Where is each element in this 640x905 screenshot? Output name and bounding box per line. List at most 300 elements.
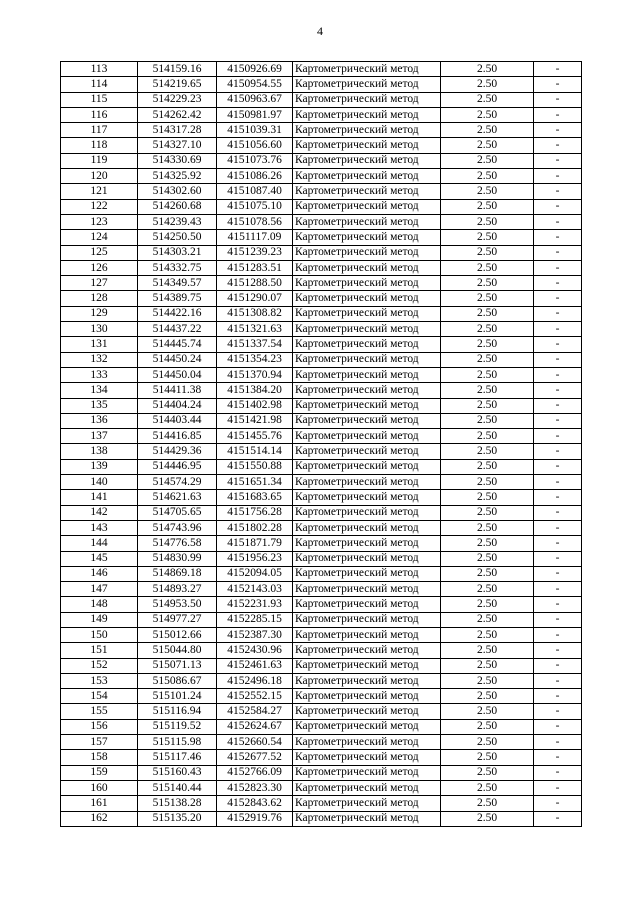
point-number-cell: 140 — [61, 475, 138, 490]
coordinate-y-cell: 4151308.82 — [217, 306, 293, 321]
table-row — [61, 811, 582, 826]
accuracy-cell: 2.50 — [441, 520, 534, 535]
method-cell: Картометрический метод — [293, 566, 441, 581]
description-cell: - — [534, 735, 582, 750]
coordinate-x-cell: 514404.24 — [138, 398, 217, 413]
coordinate-x-cell: 514429.36 — [138, 444, 217, 459]
description-cell: - — [534, 92, 582, 107]
accuracy-cell: 2.50 — [441, 780, 534, 795]
point-number-cell: 136 — [61, 413, 138, 428]
method-cell: Картометрический метод — [293, 92, 441, 107]
description-cell: - — [534, 704, 582, 719]
accuracy-cell: 2.50 — [441, 735, 534, 750]
description-cell: - — [534, 398, 582, 413]
coordinate-y-cell: 4152677.52 — [217, 750, 293, 765]
coordinate-x-cell: 514260.68 — [138, 199, 217, 214]
point-number-cell: 146 — [61, 566, 138, 581]
accuracy-cell: 2.50 — [441, 490, 534, 505]
description-cell: - — [534, 673, 582, 688]
point-number-cell: 119 — [61, 153, 138, 168]
accuracy-cell: 2.50 — [441, 153, 534, 168]
point-number-cell: 137 — [61, 429, 138, 444]
accuracy-cell: 2.50 — [441, 536, 534, 551]
coordinate-x-cell: 514349.57 — [138, 276, 217, 291]
accuracy-cell: 2.50 — [441, 123, 534, 138]
method-cell: Картометрический метод — [293, 582, 441, 597]
table-row — [61, 536, 582, 551]
coordinate-y-cell: 4151239.23 — [217, 245, 293, 260]
coordinate-y-cell: 4151078.56 — [217, 214, 293, 229]
coordinate-y-cell: 4150963.67 — [217, 92, 293, 107]
method-cell: Картометрический метод — [293, 505, 441, 520]
accuracy-cell: 2.50 — [441, 322, 534, 337]
coordinate-x-cell: 514330.69 — [138, 153, 217, 168]
point-number-cell: 128 — [61, 291, 138, 306]
method-cell: Картометрический метод — [293, 245, 441, 260]
coordinate-x-cell: 514262.42 — [138, 107, 217, 122]
coordinate-y-cell: 4151756.28 — [217, 505, 293, 520]
method-cell: Картометрический метод — [293, 306, 441, 321]
table-row — [61, 780, 582, 795]
coordinate-x-cell: 515140.44 — [138, 780, 217, 795]
coordinate-y-cell: 4151288.50 — [217, 276, 293, 291]
description-cell: - — [534, 627, 582, 642]
point-number-cell: 130 — [61, 322, 138, 337]
description-cell: - — [534, 169, 582, 184]
method-cell: Картометрический метод — [293, 199, 441, 214]
table-row — [61, 413, 582, 428]
point-number-cell: 132 — [61, 352, 138, 367]
description-cell: - — [534, 459, 582, 474]
table-row — [61, 214, 582, 229]
accuracy-cell: 2.50 — [441, 444, 534, 459]
coordinate-x-cell: 514325.92 — [138, 169, 217, 184]
method-cell: Картометрический метод — [293, 627, 441, 642]
table-row — [61, 520, 582, 535]
coordinate-x-cell: 514437.22 — [138, 322, 217, 337]
coordinate-x-cell: 514219.65 — [138, 77, 217, 92]
coordinate-y-cell: 4152461.63 — [217, 658, 293, 673]
method-cell: Картометрический метод — [293, 490, 441, 505]
coordinate-x-cell: 515138.28 — [138, 796, 217, 811]
point-number-cell: 125 — [61, 245, 138, 260]
coordinate-x-cell: 514250.50 — [138, 230, 217, 245]
table-row — [61, 490, 582, 505]
table-row — [61, 582, 582, 597]
coordinate-y-cell: 4151117.09 — [217, 230, 293, 245]
description-cell: - — [534, 520, 582, 535]
coordinate-x-cell: 514403.44 — [138, 413, 217, 428]
coordinate-y-cell: 4152231.93 — [217, 597, 293, 612]
method-cell: Картометрический метод — [293, 719, 441, 734]
point-number-cell: 152 — [61, 658, 138, 673]
accuracy-cell: 2.50 — [441, 107, 534, 122]
table-row — [61, 169, 582, 184]
accuracy-cell: 2.50 — [441, 199, 534, 214]
accuracy-cell: 2.50 — [441, 551, 534, 566]
accuracy-cell: 2.50 — [441, 597, 534, 612]
method-cell: Картометрический метод — [293, 62, 441, 77]
method-cell: Картометрический метод — [293, 750, 441, 765]
method-cell: Картометрический метод — [293, 413, 441, 428]
coordinate-x-cell: 514869.18 — [138, 566, 217, 581]
table-row — [61, 750, 582, 765]
coordinate-x-cell: 514977.27 — [138, 612, 217, 627]
description-cell: - — [534, 765, 582, 780]
point-number-cell: 115 — [61, 92, 138, 107]
table-row — [61, 306, 582, 321]
method-cell: Картометрический метод — [293, 138, 441, 153]
coordinate-y-cell: 4151039.31 — [217, 123, 293, 138]
point-number-cell: 157 — [61, 735, 138, 750]
coordinate-y-cell: 4152843.62 — [217, 796, 293, 811]
method-cell: Картометрический метод — [293, 689, 441, 704]
point-number-cell: 117 — [61, 123, 138, 138]
coordinate-x-cell: 514327.10 — [138, 138, 217, 153]
point-number-cell: 149 — [61, 612, 138, 627]
coordinate-x-cell: 514830.99 — [138, 551, 217, 566]
coordinate-y-cell: 4151514.14 — [217, 444, 293, 459]
accuracy-cell: 2.50 — [441, 398, 534, 413]
table-row — [61, 260, 582, 275]
coordinate-x-cell: 514574.29 — [138, 475, 217, 490]
table-row — [61, 398, 582, 413]
coordinate-x-cell: 514332.75 — [138, 260, 217, 275]
coordinate-x-cell: 514621.63 — [138, 490, 217, 505]
coordinate-y-cell: 4152624.67 — [217, 719, 293, 734]
table-row — [61, 276, 582, 291]
description-cell: - — [534, 291, 582, 306]
coordinate-x-cell: 514705.65 — [138, 505, 217, 520]
accuracy-cell: 2.50 — [441, 505, 534, 520]
point-number-cell: 151 — [61, 643, 138, 658]
point-number-cell: 120 — [61, 169, 138, 184]
coordinate-y-cell: 4151871.79 — [217, 536, 293, 551]
point-number-cell: 114 — [61, 77, 138, 92]
point-number-cell: 139 — [61, 459, 138, 474]
description-cell: - — [534, 107, 582, 122]
coordinate-y-cell: 4152584.27 — [217, 704, 293, 719]
description-cell: - — [534, 444, 582, 459]
method-cell: Картометрический метод — [293, 612, 441, 627]
accuracy-cell: 2.50 — [441, 260, 534, 275]
accuracy-cell: 2.50 — [441, 337, 534, 352]
description-cell: - — [534, 322, 582, 337]
point-number-cell: 155 — [61, 704, 138, 719]
coordinate-x-cell: 514953.50 — [138, 597, 217, 612]
coordinate-x-cell: 514893.27 — [138, 582, 217, 597]
coordinate-x-cell: 514302.60 — [138, 184, 217, 199]
method-cell: Картометрический метод — [293, 398, 441, 413]
point-number-cell: 123 — [61, 214, 138, 229]
coordinate-y-cell: 4152823.30 — [217, 780, 293, 795]
coordinate-x-cell: 514450.04 — [138, 367, 217, 382]
accuracy-cell: 2.50 — [441, 230, 534, 245]
description-cell: - — [534, 337, 582, 352]
description-cell: - — [534, 689, 582, 704]
table-row — [61, 62, 582, 77]
accuracy-cell: 2.50 — [441, 719, 534, 734]
coordinate-x-cell: 515119.52 — [138, 719, 217, 734]
description-cell: - — [534, 306, 582, 321]
description-cell: - — [534, 490, 582, 505]
point-number-cell: 122 — [61, 199, 138, 214]
accuracy-cell: 2.50 — [441, 429, 534, 444]
method-cell: Картометрический метод — [293, 337, 441, 352]
description-cell: - — [534, 475, 582, 490]
coordinate-x-cell: 514229.23 — [138, 92, 217, 107]
coordinate-y-cell: 4152387.30 — [217, 627, 293, 642]
accuracy-cell: 2.50 — [441, 245, 534, 260]
coordinate-y-cell: 4151283.51 — [217, 260, 293, 275]
accuracy-cell: 2.50 — [441, 367, 534, 382]
page-number: 4 — [317, 24, 323, 38]
description-cell: - — [534, 582, 582, 597]
coordinate-y-cell: 4152496.18 — [217, 673, 293, 688]
description-cell: - — [534, 612, 582, 627]
description-cell: - — [534, 367, 582, 382]
point-number-cell: 144 — [61, 536, 138, 551]
coordinate-y-cell: 4152143.03 — [217, 582, 293, 597]
coordinate-y-cell: 4151321.63 — [217, 322, 293, 337]
coordinate-y-cell: 4152766.09 — [217, 765, 293, 780]
accuracy-cell: 2.50 — [441, 673, 534, 688]
coordinate-x-cell: 514450.24 — [138, 352, 217, 367]
table-row — [61, 337, 582, 352]
accuracy-cell: 2.50 — [441, 658, 534, 673]
point-number-cell: 118 — [61, 138, 138, 153]
accuracy-cell: 2.50 — [441, 291, 534, 306]
coordinate-y-cell: 4151455.76 — [217, 429, 293, 444]
accuracy-cell: 2.50 — [441, 413, 534, 428]
point-number-cell: 131 — [61, 337, 138, 352]
coordinate-x-cell: 514445.74 — [138, 337, 217, 352]
coordinate-x-cell: 515086.67 — [138, 673, 217, 688]
coordinate-x-cell: 515044.80 — [138, 643, 217, 658]
table-row — [61, 367, 582, 382]
method-cell: Картометрический метод — [293, 260, 441, 275]
point-number-cell: 135 — [61, 398, 138, 413]
method-cell: Картометрический метод — [293, 811, 441, 826]
coordinates-table — [60, 61, 582, 827]
coordinate-x-cell: 514416.85 — [138, 429, 217, 444]
description-cell: - — [534, 413, 582, 428]
table-row — [61, 383, 582, 398]
method-cell: Картометрический метод — [293, 780, 441, 795]
method-cell: Картометрический метод — [293, 352, 441, 367]
coordinate-y-cell: 4151421.98 — [217, 413, 293, 428]
coordinate-x-cell: 514159.16 — [138, 62, 217, 77]
accuracy-cell: 2.50 — [441, 184, 534, 199]
coordinate-y-cell: 4150954.55 — [217, 77, 293, 92]
point-number-cell: 141 — [61, 490, 138, 505]
accuracy-cell: 2.50 — [441, 689, 534, 704]
coordinate-y-cell: 4151290.07 — [217, 291, 293, 306]
method-cell: Картометрический метод — [293, 429, 441, 444]
coordinate-y-cell: 4151683.65 — [217, 490, 293, 505]
method-cell: Картометрический метод — [293, 77, 441, 92]
coordinate-x-cell: 514446.95 — [138, 459, 217, 474]
method-cell: Картометрический метод — [293, 153, 441, 168]
method-cell: Картометрический метод — [293, 107, 441, 122]
table-row — [61, 429, 582, 444]
accuracy-cell: 2.50 — [441, 627, 534, 642]
coordinate-y-cell: 4152552.15 — [217, 689, 293, 704]
coordinate-x-cell: 514317.28 — [138, 123, 217, 138]
coordinate-x-cell: 515115.98 — [138, 735, 217, 750]
table-row — [61, 77, 582, 92]
table-row — [61, 627, 582, 642]
point-number-cell: 133 — [61, 367, 138, 382]
table-row — [61, 719, 582, 734]
method-cell: Картометрический метод — [293, 765, 441, 780]
accuracy-cell: 2.50 — [441, 750, 534, 765]
method-cell: Картометрический метод — [293, 796, 441, 811]
coordinate-x-cell: 515135.20 — [138, 811, 217, 826]
table-row — [61, 184, 582, 199]
description-cell: - — [534, 276, 582, 291]
description-cell: - — [534, 796, 582, 811]
point-number-cell: 162 — [61, 811, 138, 826]
accuracy-cell: 2.50 — [441, 582, 534, 597]
accuracy-cell: 2.50 — [441, 214, 534, 229]
method-cell: Картометрический метод — [293, 643, 441, 658]
coordinate-y-cell: 4151056.60 — [217, 138, 293, 153]
method-cell: Картометрический метод — [293, 291, 441, 306]
point-number-cell: 113 — [61, 62, 138, 77]
point-number-cell: 127 — [61, 276, 138, 291]
coordinate-x-cell: 514239.43 — [138, 214, 217, 229]
description-cell: - — [534, 184, 582, 199]
description-cell: - — [534, 597, 582, 612]
method-cell: Картометрический метод — [293, 597, 441, 612]
point-number-cell: 142 — [61, 505, 138, 520]
table-row — [61, 352, 582, 367]
coordinate-y-cell: 4152919.76 — [217, 811, 293, 826]
method-cell: Картометрический метод — [293, 673, 441, 688]
accuracy-cell: 2.50 — [441, 765, 534, 780]
method-cell: Картометрический метод — [293, 444, 441, 459]
method-cell: Картометрический метод — [293, 704, 441, 719]
point-number-cell: 154 — [61, 689, 138, 704]
method-cell: Картометрический метод — [293, 459, 441, 474]
table-row — [61, 153, 582, 168]
point-number-cell: 159 — [61, 765, 138, 780]
method-cell: Картометрический метод — [293, 230, 441, 245]
accuracy-cell: 2.50 — [441, 475, 534, 490]
description-cell: - — [534, 138, 582, 153]
table-row — [61, 765, 582, 780]
table-row — [61, 597, 582, 612]
description-cell: - — [534, 260, 582, 275]
table-row — [61, 658, 582, 673]
coordinate-y-cell: 4152660.54 — [217, 735, 293, 750]
coordinate-y-cell: 4151087.40 — [217, 184, 293, 199]
table-row — [61, 612, 582, 627]
table-row — [61, 673, 582, 688]
coordinate-x-cell: 514389.75 — [138, 291, 217, 306]
table-row — [61, 107, 582, 122]
coordinate-y-cell: 4151370.94 — [217, 367, 293, 382]
method-cell: Картометрический метод — [293, 214, 441, 229]
table-row — [61, 92, 582, 107]
table-row — [61, 322, 582, 337]
table-row — [61, 566, 582, 581]
coordinate-y-cell: 4151402.98 — [217, 398, 293, 413]
description-cell: - — [534, 245, 582, 260]
accuracy-cell: 2.50 — [441, 566, 534, 581]
coordinate-x-cell: 515117.46 — [138, 750, 217, 765]
method-cell: Картометрический метод — [293, 184, 441, 199]
coordinate-y-cell: 4151384.20 — [217, 383, 293, 398]
accuracy-cell: 2.50 — [441, 62, 534, 77]
coordinate-y-cell: 4150926.69 — [217, 62, 293, 77]
accuracy-cell: 2.50 — [441, 138, 534, 153]
coordinate-x-cell: 514422.16 — [138, 306, 217, 321]
coordinate-y-cell: 4151651.34 — [217, 475, 293, 490]
method-cell: Картометрический метод — [293, 123, 441, 138]
accuracy-cell: 2.50 — [441, 276, 534, 291]
table-row — [61, 796, 582, 811]
description-cell: - — [534, 352, 582, 367]
coordinate-y-cell: 4151337.54 — [217, 337, 293, 352]
accuracy-cell: 2.50 — [441, 92, 534, 107]
description-cell: - — [534, 566, 582, 581]
table-row — [61, 444, 582, 459]
table-row — [61, 123, 582, 138]
point-number-cell: 153 — [61, 673, 138, 688]
point-number-cell: 156 — [61, 719, 138, 734]
table-row — [61, 689, 582, 704]
coordinate-y-cell: 4152285.15 — [217, 612, 293, 627]
coordinates-table-body — [61, 62, 582, 827]
table-row — [61, 643, 582, 658]
coordinate-y-cell: 4151086.26 — [217, 169, 293, 184]
table-row — [61, 475, 582, 490]
description-cell: - — [534, 536, 582, 551]
coordinate-x-cell: 515116.94 — [138, 704, 217, 719]
point-number-cell: 143 — [61, 520, 138, 535]
method-cell: Картометрический метод — [293, 551, 441, 566]
description-cell: - — [534, 214, 582, 229]
point-number-cell: 158 — [61, 750, 138, 765]
description-cell: - — [534, 811, 582, 826]
description-cell: - — [534, 230, 582, 245]
table-row — [61, 291, 582, 306]
coordinate-y-cell: 4151956.23 — [217, 551, 293, 566]
method-cell: Картометрический метод — [293, 520, 441, 535]
point-number-cell: 147 — [61, 582, 138, 597]
method-cell: Картометрический метод — [293, 276, 441, 291]
coordinate-y-cell: 4151354.23 — [217, 352, 293, 367]
accuracy-cell: 2.50 — [441, 796, 534, 811]
accuracy-cell: 2.50 — [441, 383, 534, 398]
point-number-cell: 138 — [61, 444, 138, 459]
description-cell: - — [534, 77, 582, 92]
coordinate-y-cell: 4150981.97 — [217, 107, 293, 122]
accuracy-cell: 2.50 — [441, 811, 534, 826]
coordinate-x-cell: 514743.96 — [138, 520, 217, 535]
method-cell: Картометрический метод — [293, 735, 441, 750]
table-row — [61, 138, 582, 153]
table-row — [61, 459, 582, 474]
table-row — [61, 551, 582, 566]
point-number-cell: 121 — [61, 184, 138, 199]
coordinate-x-cell: 514303.21 — [138, 245, 217, 260]
coordinate-y-cell: 4152430.96 — [217, 643, 293, 658]
method-cell: Картометрический метод — [293, 322, 441, 337]
point-number-cell: 150 — [61, 627, 138, 642]
